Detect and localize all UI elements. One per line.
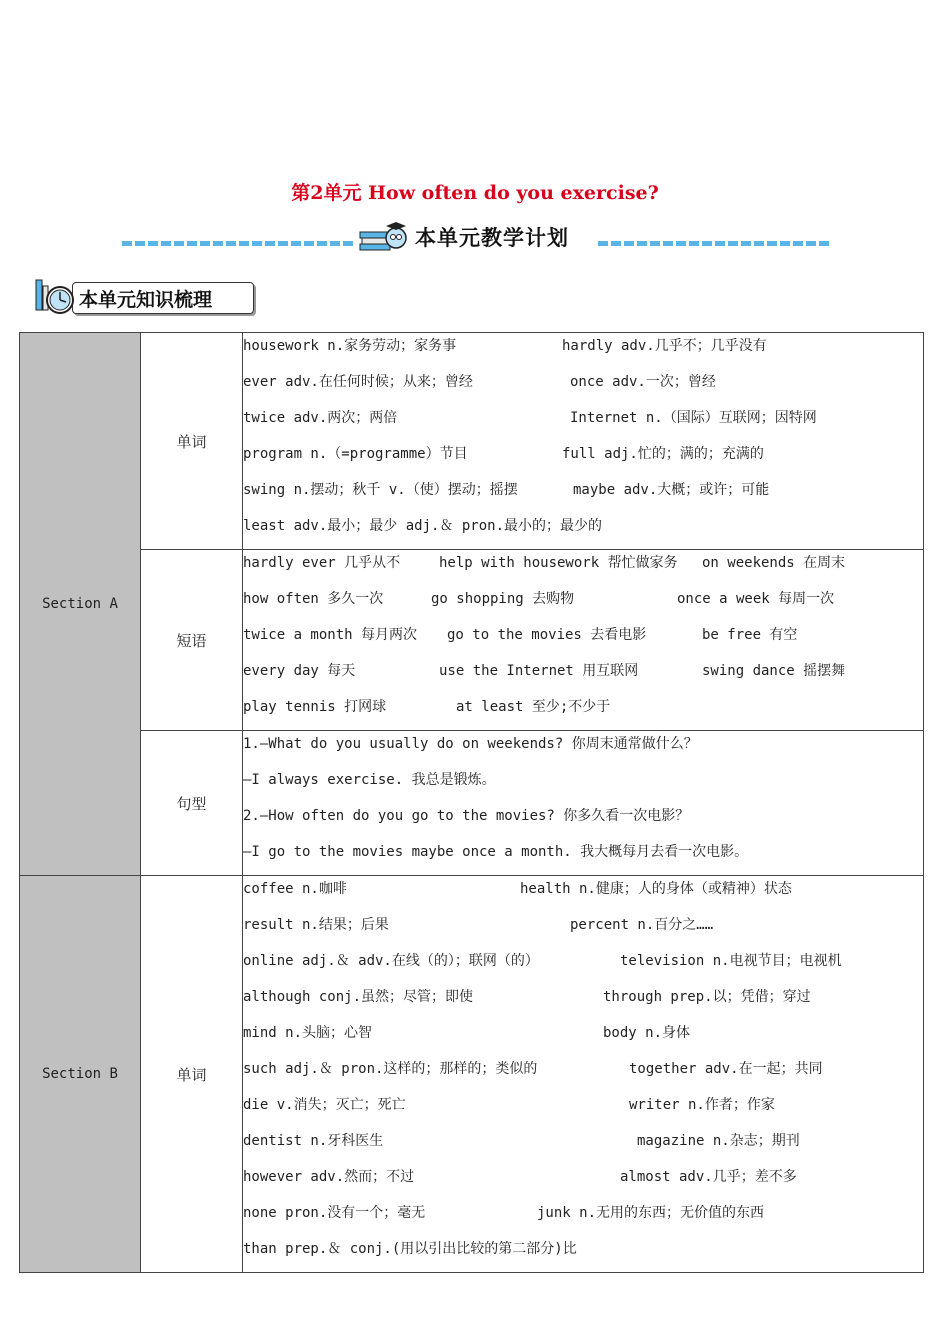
section-a-vocab-list bbox=[243, 333, 924, 550]
vocab-row bbox=[243, 441, 923, 477]
vocab-row bbox=[243, 948, 923, 984]
section-b-vocab-list bbox=[243, 876, 924, 1273]
phrase-entry: every day 每天 bbox=[243, 663, 356, 679]
vocab-entry: die v.消失；灭亡；死亡 bbox=[243, 1097, 406, 1113]
phrase-entry: swing dance 摇摆舞 bbox=[702, 663, 846, 679]
vocab-entry: hardly adv.几乎不；几乎没有 bbox=[562, 338, 767, 354]
vocab-row bbox=[243, 912, 923, 948]
vocab-entry: ever adv.在任何时候；从来；曾经 bbox=[243, 374, 473, 390]
vocab-row bbox=[243, 513, 923, 549]
vocab-entry: writer n.作者；作家 bbox=[629, 1097, 775, 1113]
section-header-title: 本单元知识梳理 bbox=[79, 289, 213, 311]
phrase-row bbox=[243, 694, 923, 730]
phrase-entry: be free 有空 bbox=[702, 627, 798, 643]
section-b-vocab-label: 单词 bbox=[141, 876, 243, 1273]
vocab-row bbox=[243, 1128, 923, 1164]
phrase-entry: go shopping 去购物 bbox=[431, 591, 575, 607]
section-a-phrases-list bbox=[243, 550, 924, 731]
phrase-entry: twice a month 每月两次 bbox=[243, 627, 418, 643]
vocab-row bbox=[243, 369, 923, 405]
vocab-row bbox=[243, 1092, 923, 1128]
phrase-entry: play tennis 打网球 bbox=[243, 699, 387, 715]
phrase-row bbox=[243, 622, 923, 658]
vocab-entry: than prep.＆ conj.(用以引出比较的第二部分)比 bbox=[243, 1241, 577, 1257]
vocab-row bbox=[243, 1020, 923, 1056]
vocab-entry: online adj.＆ adv.在线（的）；联网（的） bbox=[243, 953, 539, 969]
section-a-label: Section A bbox=[20, 333, 141, 876]
vocab-entry: program n.（=programme）节目 bbox=[243, 446, 468, 462]
vocab-entry: least adv.最小；最少 adj.＆ pron.最小的；最少的 bbox=[243, 518, 603, 534]
section-a-sentences-label: 句型 bbox=[141, 731, 243, 876]
vocab-row bbox=[243, 984, 923, 1020]
section-b-vocab-row bbox=[20, 876, 924, 1273]
vocab-row bbox=[243, 333, 923, 369]
vocab-row bbox=[243, 405, 923, 441]
section-a-phrases-row bbox=[20, 550, 924, 731]
banner-title: 本单元教学计划 bbox=[415, 226, 569, 250]
vocab-entry: through prep.以；凭借；穿过 bbox=[603, 989, 811, 1005]
phrase-entry: go to the movies 去看电影 bbox=[447, 627, 647, 643]
sentence-line: —I always exercise. 我总是锻炼。 bbox=[243, 772, 496, 788]
vocab-entry: together adv.在一起；共同 bbox=[629, 1061, 823, 1077]
vocab-entry: however adv.然而；不过 bbox=[243, 1169, 415, 1185]
vocab-row bbox=[243, 1056, 923, 1092]
vocab-entry: junk n.无用的东西；无价值的东西 bbox=[537, 1205, 765, 1221]
phrase-entry: on weekends 在周末 bbox=[702, 555, 846, 571]
vocab-entry: mind n.头脑；心智 bbox=[243, 1025, 373, 1041]
books-owl-icon bbox=[358, 218, 410, 252]
page-title: 第2单元 How often do you exercise? bbox=[291, 182, 659, 204]
vocab-entry: television n.电视节目；电视机 bbox=[620, 953, 842, 969]
vocab-entry: result n.结果；后果 bbox=[243, 917, 389, 933]
vocab-entry: such adj.＆ pron.这样的；那样的；类似的 bbox=[243, 1061, 538, 1077]
vocab-entry: almost adv.几乎；差不多 bbox=[620, 1169, 797, 1185]
vocab-entry: dentist n.牙科医生 bbox=[243, 1133, 384, 1149]
section-a-vocab-label: 单词 bbox=[141, 333, 243, 550]
vocab-entry: maybe adv.大概；或许；可能 bbox=[573, 482, 770, 498]
vocab-row bbox=[243, 477, 923, 513]
section-header bbox=[34, 276, 264, 316]
phrase-entry: how often 多久一次 bbox=[243, 591, 384, 607]
section-a-vocab-row bbox=[20, 333, 924, 550]
section-a-sentences-list bbox=[243, 731, 924, 876]
phrase-entry: once a week 每周一次 bbox=[677, 591, 835, 607]
vocab-entry: housework n.家务劳动；家务事 bbox=[243, 338, 457, 354]
vocab-entry: twice adv.两次；两倍 bbox=[243, 410, 398, 426]
clock-icon bbox=[34, 276, 78, 316]
vocab-entry: although conj.虽然；尽管；即使 bbox=[243, 989, 474, 1005]
section-a-phrases-label: 短语 bbox=[141, 550, 243, 731]
sentence-line: —I go to the movies maybe once a month. 我大概每月去看一次电影。 bbox=[243, 844, 749, 860]
phrase-entry: at least 至少;不少于 bbox=[456, 699, 611, 715]
vocab-entry: health n.健康；人的身体（或精神）状态 bbox=[520, 881, 792, 897]
sentence-line: 2.—How often do you go to the movies? 你多久看一次电影？ bbox=[243, 808, 690, 824]
phrase-entry: hardly ever 几乎从不 bbox=[243, 555, 401, 571]
vocab-row bbox=[243, 1164, 923, 1200]
vocab-row bbox=[243, 876, 923, 912]
section-b-label: Section B bbox=[20, 876, 141, 1273]
banner bbox=[122, 216, 830, 256]
sentence-line: 1.—What do you usually do on weekends? 你周末通常做什么？ bbox=[243, 736, 698, 752]
vocab-row bbox=[243, 1236, 923, 1272]
phrase-row bbox=[243, 586, 923, 622]
phrase-entry: help with housework 帮忙做家务 bbox=[439, 555, 678, 571]
phrase-row bbox=[243, 550, 923, 586]
knowledge-table bbox=[19, 332, 924, 1273]
vocab-entry: full adj.忙的；满的；充满的 bbox=[562, 446, 764, 462]
vocab-entry: swing n.摆动；秋千 v.（使）摆动；摇摆 bbox=[243, 482, 518, 498]
vocab-entry: percent n.百分之…… bbox=[570, 917, 714, 933]
phrase-row bbox=[243, 658, 923, 694]
vocab-entry: coffee n.咖啡 bbox=[243, 881, 347, 897]
phrase-entry: use the Internet 用互联网 bbox=[439, 663, 639, 679]
banner-divider-left bbox=[122, 241, 354, 246]
vocab-row bbox=[243, 1200, 923, 1236]
vocab-entry: body n.身体 bbox=[603, 1025, 691, 1041]
vocab-entry: none pron.没有一个；毫无 bbox=[243, 1205, 426, 1221]
vocab-entry: Internet n.（国际）互联网；因特网 bbox=[570, 410, 817, 426]
vocab-entry: magazine n.杂志；期刊 bbox=[637, 1133, 800, 1149]
vocab-entry: once adv.一次；曾经 bbox=[570, 374, 716, 390]
banner-divider-right bbox=[598, 241, 830, 246]
section-a-sentences-row bbox=[20, 731, 924, 876]
